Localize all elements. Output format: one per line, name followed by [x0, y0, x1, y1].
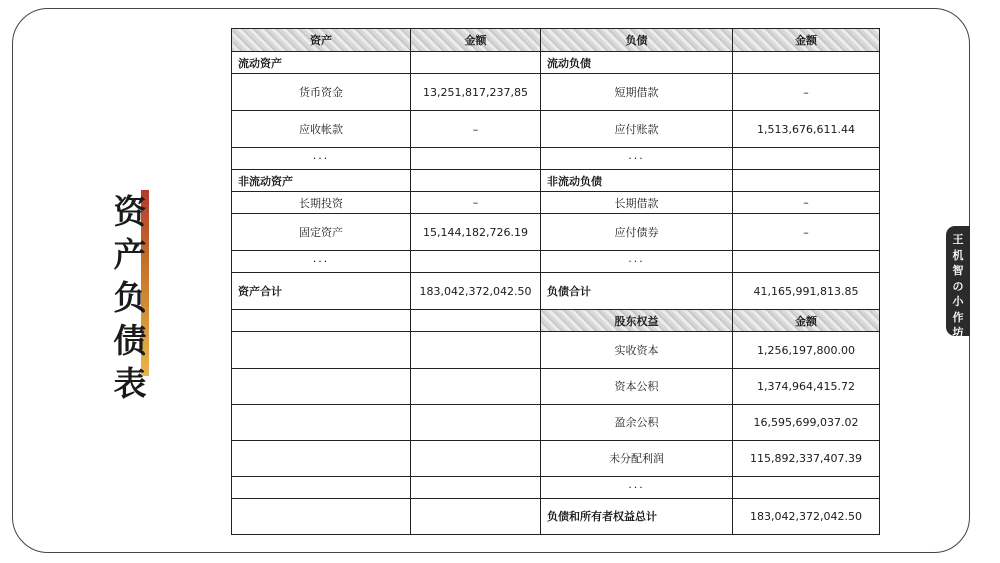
table-row — [232, 214, 880, 251]
empty-cell — [411, 440, 541, 476]
amount-cell: – — [411, 192, 541, 214]
amount-cell — [733, 52, 880, 74]
amount-cell: 183,042,372,042.50 — [733, 498, 880, 534]
amount-cell — [411, 251, 541, 273]
amount-cell: 183,042,372,042.50 — [411, 273, 541, 310]
amount-cell — [411, 148, 541, 170]
ellipsis-cell: ··· — [541, 251, 733, 273]
amount-cell: 41,165,991,813.85 — [733, 273, 880, 310]
side-tab-char: 坊 — [952, 326, 964, 339]
item-label: 长期投资 — [232, 192, 411, 214]
side-tab-char: の — [952, 279, 964, 293]
amount-cell: 15,144,182,726.19 — [411, 214, 541, 251]
header-amount: 金额 — [733, 310, 880, 332]
side-title-char: 资 — [113, 192, 147, 231]
item-label: 应收帐款 — [232, 111, 411, 148]
table-row — [232, 52, 880, 74]
header-amount: 金额 — [733, 29, 880, 52]
side-title — [108, 190, 152, 405]
side-title-char: 产 — [113, 235, 147, 274]
amount-cell: – — [411, 111, 541, 148]
amount-cell: – — [733, 214, 880, 251]
header-liabilities: 负债 — [541, 29, 733, 52]
table-header-row — [232, 29, 880, 52]
item-label: 货币资金 — [232, 74, 411, 111]
empty-cell — [232, 404, 411, 440]
side-title-char: 债 — [113, 321, 147, 360]
item-label: 盈余公积 — [541, 404, 733, 440]
header-equity: 股东权益 — [541, 310, 733, 332]
empty-cell — [411, 310, 541, 332]
item-label: 资本公积 — [541, 368, 733, 404]
item-label: 实收资本 — [541, 332, 733, 368]
table-row — [232, 170, 880, 192]
section-label: 非流动负债 — [541, 170, 733, 192]
amount-cell: 1,513,676,611.44 — [733, 111, 880, 148]
section-label: 非流动资产 — [232, 170, 411, 192]
item-label: 应付债券 — [541, 214, 733, 251]
header-amount: 金额 — [411, 29, 541, 52]
side-tab-char: 智 — [952, 264, 964, 277]
balance-sheet-table — [231, 28, 880, 535]
table-row — [232, 111, 880, 148]
section-label: 流动负债 — [541, 52, 733, 74]
empty-cell — [232, 498, 411, 534]
total-label: 资产合计 — [232, 273, 411, 310]
author-side-tab — [946, 226, 970, 339]
empty-cell — [411, 476, 541, 498]
side-title-char: 负 — [113, 278, 147, 317]
table-row — [232, 148, 880, 170]
amount-cell: – — [733, 192, 880, 214]
item-label: 固定资产 — [232, 214, 411, 251]
empty-cell — [232, 440, 411, 476]
side-tab-char: 机 — [952, 248, 964, 262]
ellipsis-cell: ··· — [232, 251, 411, 273]
amount-cell — [411, 170, 541, 192]
item-label: 短期借款 — [541, 74, 733, 111]
empty-cell — [411, 332, 541, 368]
total-label: 负债合计 — [541, 273, 733, 310]
amount-cell: – — [733, 74, 880, 111]
header-assets: 资产 — [232, 29, 411, 52]
amount-cell — [733, 476, 880, 498]
empty-cell — [411, 498, 541, 534]
amount-cell: 115,892,337,407.39 — [733, 440, 880, 476]
side-tab-char: 小 — [952, 295, 964, 308]
table-row — [232, 74, 880, 111]
item-label: 应付账款 — [541, 111, 733, 148]
empty-cell — [232, 368, 411, 404]
empty-cell — [232, 310, 411, 332]
table-row — [232, 476, 880, 498]
section-label: 流动资产 — [232, 52, 411, 74]
empty-cell — [232, 476, 411, 498]
ellipsis-cell: ··· — [232, 148, 411, 170]
amount-cell: 1,374,964,415.72 — [733, 368, 880, 404]
grand-total-label: 负债和所有者权益总计 — [541, 498, 733, 534]
side-tab-char: 作 — [952, 310, 964, 324]
ellipsis-cell: ··· — [541, 476, 733, 498]
amount-cell — [733, 170, 880, 192]
amount-cell: 13,251,817,237,85 — [411, 74, 541, 111]
table-row — [232, 251, 880, 273]
empty-cell — [411, 404, 541, 440]
amount-cell: 16,595,699,037.02 — [733, 404, 880, 440]
table-row — [232, 192, 880, 214]
table-row-grand-total — [232, 498, 880, 534]
ellipsis-cell: ··· — [541, 148, 733, 170]
item-label: 未分配利润 — [541, 440, 733, 476]
empty-cell — [411, 368, 541, 404]
empty-cell — [232, 332, 411, 368]
amount-cell: 1,256,197,800.00 — [733, 332, 880, 368]
side-title-char: 表 — [113, 364, 147, 403]
amount-cell — [733, 148, 880, 170]
table-row-equity-header — [232, 310, 880, 332]
item-label: 长期借款 — [541, 192, 733, 214]
table-row — [232, 332, 880, 368]
table-row-total — [232, 273, 880, 310]
table-row — [232, 440, 880, 476]
table-row — [232, 368, 880, 404]
side-tab-char: 王 — [952, 233, 964, 246]
amount-cell — [411, 52, 541, 74]
table-row — [232, 404, 880, 440]
amount-cell — [733, 251, 880, 273]
